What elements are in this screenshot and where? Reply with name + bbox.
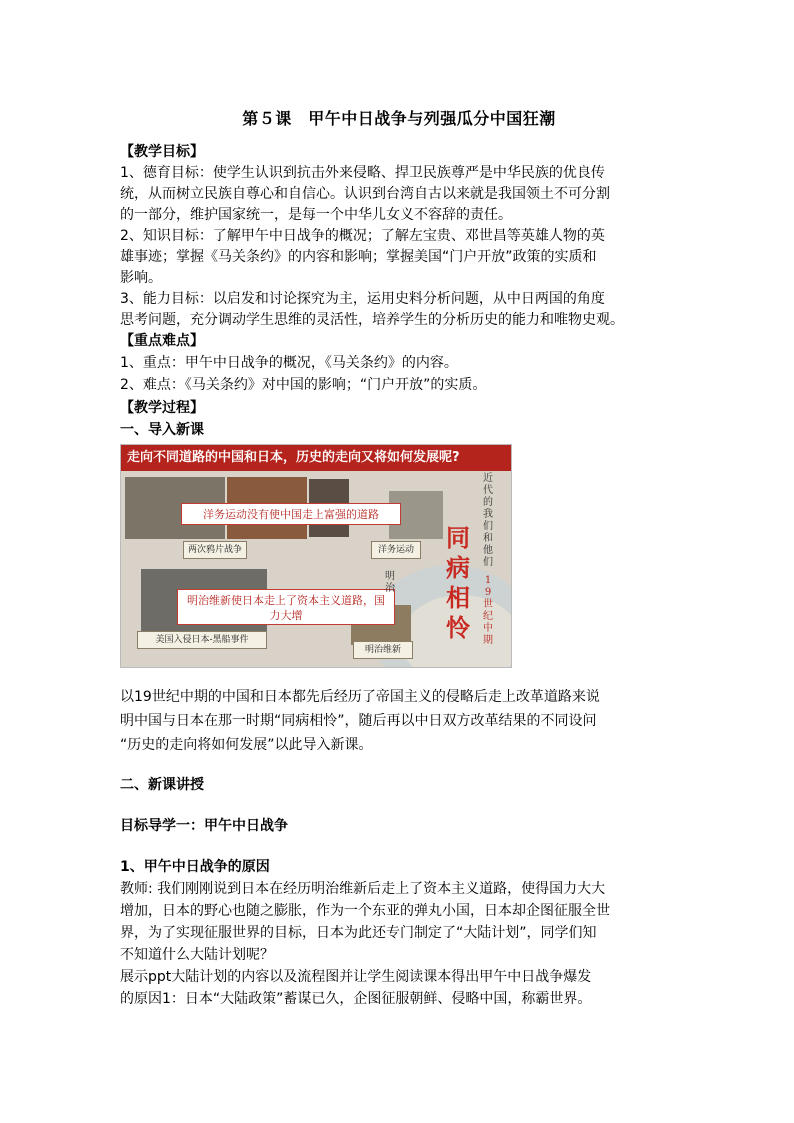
- tongbing-char: 相: [446, 583, 470, 612]
- intro-text-line: “历史的走向将如何发展”以此导入新课。: [120, 737, 373, 753]
- process-heading: 【教学过程】: [120, 400, 204, 416]
- new-lesson-heading: 二、新课讲授: [120, 777, 204, 793]
- blackships-caption: 美国入侵日本-黑船事件: [137, 631, 267, 649]
- target-heading: 目标导学一：甲午中日战争: [120, 818, 288, 834]
- goals-line: 3、能力目标：以启发和讨论探究为主，运用史料分析问题，从中日两国的角度: [120, 291, 605, 307]
- goals-line: 2、知识目标：了解甲午中日战争的概况；了解左宝贵、邓世昌等英雄人物的英: [120, 228, 605, 244]
- intro-text-line: 以19世纪中期的中国和日本都先后经历了帝国主义的侵略后走上改革道路来说: [120, 689, 600, 705]
- cause-text-line: 界，为了实现征服世界的目标，日本为此还专门制定了“大陆计划”，同学们知: [120, 925, 597, 941]
- goals-line: 1、德育目标：使学生认识到抗击外来侵略、捍卫民族尊严是中华民族的优良传: [120, 165, 605, 181]
- key-line: 1、重点：甲午中日战争的概况，《马关条约》的内容。: [120, 355, 458, 371]
- tongbing-char: 同: [446, 523, 470, 552]
- tongbing-char: 怜: [446, 613, 470, 642]
- goals-heading: 【教学目标】: [120, 144, 204, 160]
- intro-text-line: 明中国与日本在那一时期“同病相怜”，随后再以中日双方改革结果的不同设问: [120, 713, 597, 729]
- goals-line: 的一部分，维护国家统一，是每一个中华儿女义不容辞的责任。: [120, 207, 512, 223]
- lesson-title: 第５课 甲午中日战争与列强瓜分中国狂潮: [242, 109, 556, 128]
- cause-text-line: 教师: 我们刚刚说到日本在经历明治维新后走上了资本主义道路，使得国力大大: [120, 881, 606, 897]
- intro-heading: 一、导入新课: [120, 422, 204, 438]
- slide-headline: 走向不同道路的中国和日本，历史的走向又将如何发展呢?: [121, 445, 511, 471]
- cause-text-line: 增加，日本的野心也随之膨胀，作为一个东亚的弹丸小国，日本却企图征服全世: [120, 903, 610, 919]
- china-callout: 洋务运动没有使中国走上富强的道路: [181, 503, 401, 525]
- westernization-caption: 洋务运动: [371, 541, 421, 559]
- goals-line: 思考问题，充分调动学生思维的灵活性，培养学生的分析历史的能力和唯物史观。: [120, 312, 624, 328]
- goals-line: 统，从而树立民族自尊心和自信心。认识到台湾自古以来就是我国领土不可分割: [120, 186, 610, 202]
- meiji-caption: 明治维新: [353, 641, 413, 659]
- goals-line: 影响。: [120, 270, 162, 286]
- meiji-vertical-label: 明 治: [385, 571, 395, 594]
- japan-callout: 明治维新使日本走上了资本主义道路，国力大增: [177, 589, 395, 625]
- key-line: 2、难点：《马关条约》对中国的影响；“门户开放”的实质。: [120, 377, 487, 393]
- key-heading: 【重点难点】: [120, 333, 204, 349]
- opium-caption: 两次鸦片战争: [183, 541, 247, 559]
- vertical-slogan: 近 代 的 我 们 和 他 们: [483, 473, 493, 568]
- goals-line: 雄事迹；掌握《马关条约》的内容和影响；掌握美国“门户开放”政策的实质和: [120, 249, 597, 265]
- cause-text-line: 的原因1：日本“大陆政策”蓄谋已久，企图征服朝鲜、侵略中国，称霸世界。: [120, 991, 592, 1007]
- cause-text-line: 展示ppt大陆计划的内容以及流程图并让学生阅读课本得出甲午中日战争爆发: [120, 969, 592, 985]
- vertical-period: 1 9 世 纪 中 期: [483, 575, 493, 646]
- cause-text-line: 不知道什么大陆计划呢？: [120, 947, 274, 963]
- cause-heading: 1、甲午中日战争的原因: [120, 859, 270, 875]
- intro-slide-image: [120, 444, 512, 668]
- tongbing-char: 病: [446, 553, 470, 582]
